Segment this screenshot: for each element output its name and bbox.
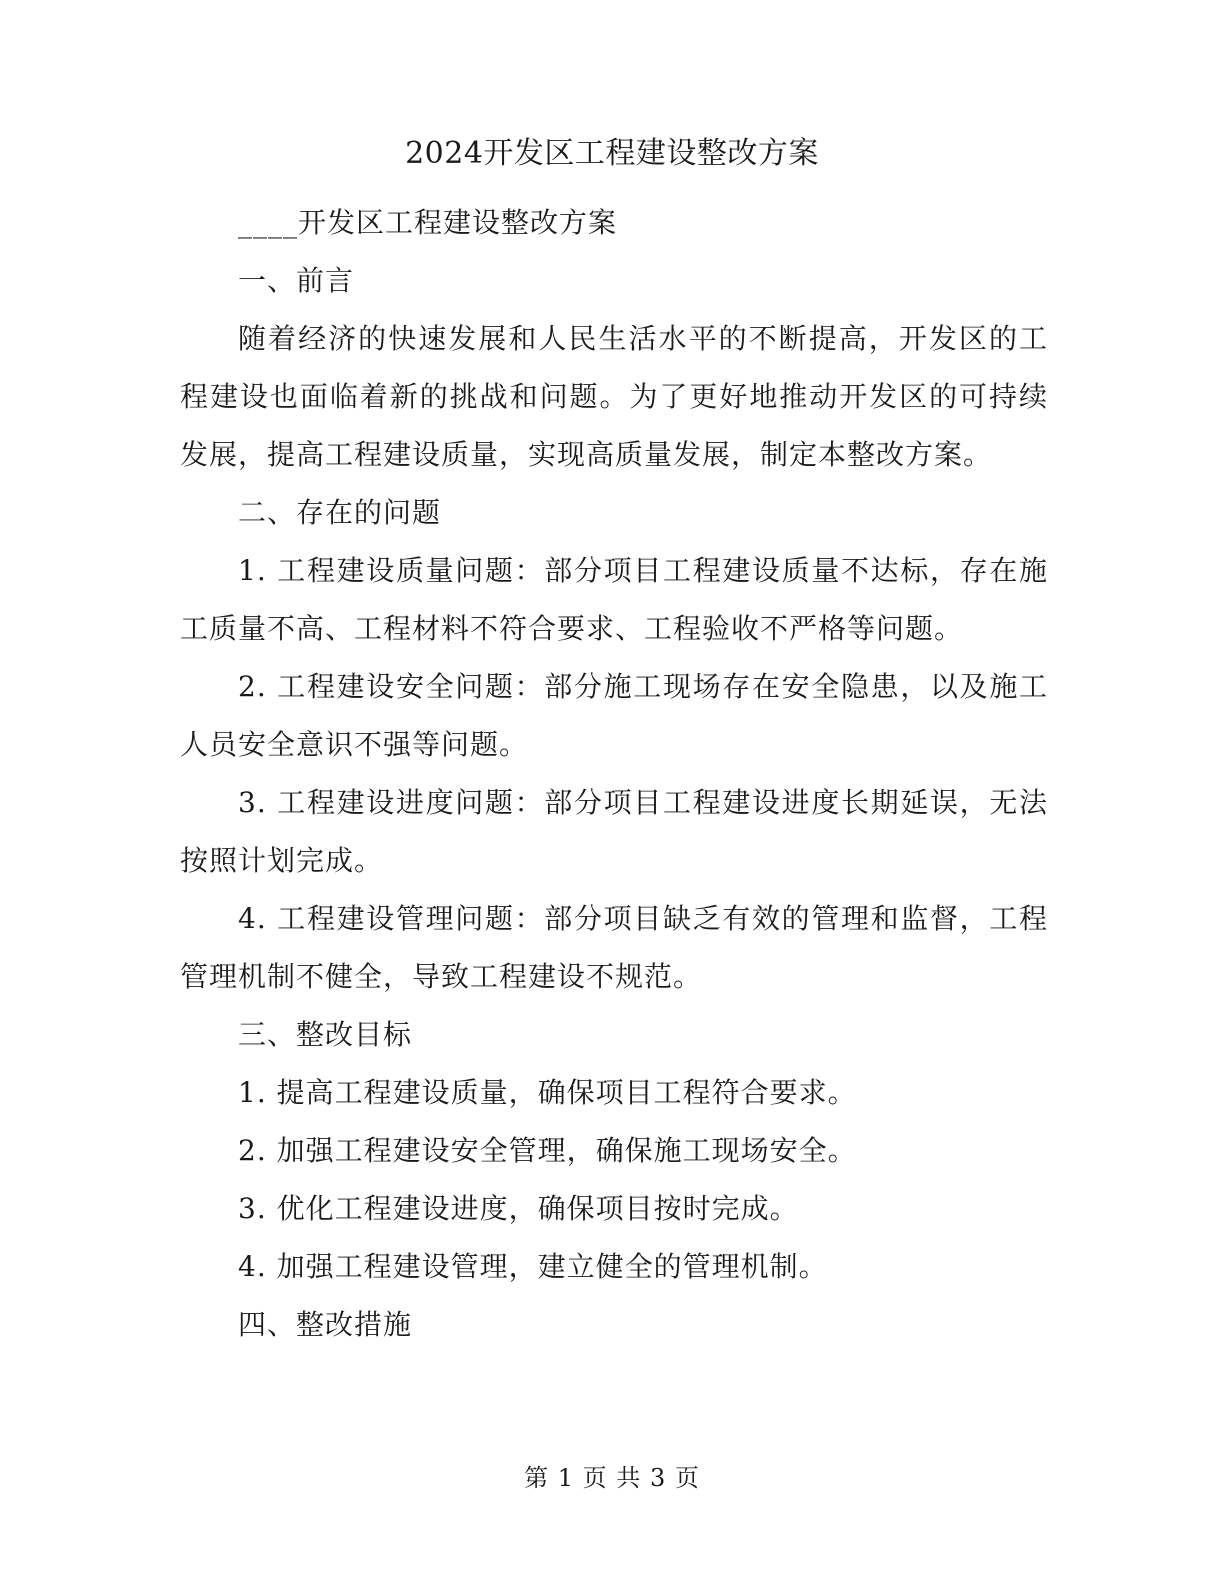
- page-footer: 第 1 页 共 3 页: [524, 1464, 700, 1492]
- section-heading-measures: 四、整改措施: [238, 1308, 413, 1341]
- section-heading-goals: 三、整改目标: [238, 1018, 413, 1051]
- goal-item-1: 1. 提高工程建设质量，确保项目工程符合要求。: [238, 1076, 857, 1109]
- problem-item-2: 2. 工程建设安全问题：部分施工现场存在安全隐患，以及施工人员安全意识不强等问题。: [180, 670, 1048, 761]
- goal-item-2: 2. 加强工程建设安全管理，确保施工现场安全。: [238, 1134, 857, 1167]
- document-title: 2024开发区工程建设整改方案: [405, 136, 819, 171]
- section-heading-preface: 一、前言: [238, 264, 355, 297]
- problem-item-4: 4. 工程建设管理问题：部分项目缺乏有效的管理和监督，工程管理机制不健全，导致工程建设不规范。: [180, 902, 1048, 993]
- goal-item-3: 3. 优化工程建设进度，确保项目按时完成。: [238, 1192, 799, 1225]
- subtitle-line: ____开发区工程建设整改方案: [238, 206, 618, 239]
- problem-item-3: 3. 工程建设进度问题：部分项目工程建设进度长期延误，无法按照计划完成。: [180, 786, 1048, 877]
- section-heading-problems: 二、存在的问题: [238, 496, 442, 529]
- paragraph-preface: 随着经济的快速发展和人民生活水平的不断提高，开发区的工程建设也面临着新的挑战和问题。为了更好地推动开发区的可持续发展，提高工程建设质量，实现高质量发展，制定本整改方案。: [180, 322, 1048, 471]
- problem-item-1: 1. 工程建设质量问题：部分项目工程建设质量不达标，存在施工质量不高、工程材料不符合要求、工程验收不严格等问题。: [180, 554, 1048, 645]
- document-body: [180, 194, 1048, 1354]
- goal-item-4: 4. 加强工程建设管理，建立健全的管理机制。: [238, 1250, 828, 1283]
